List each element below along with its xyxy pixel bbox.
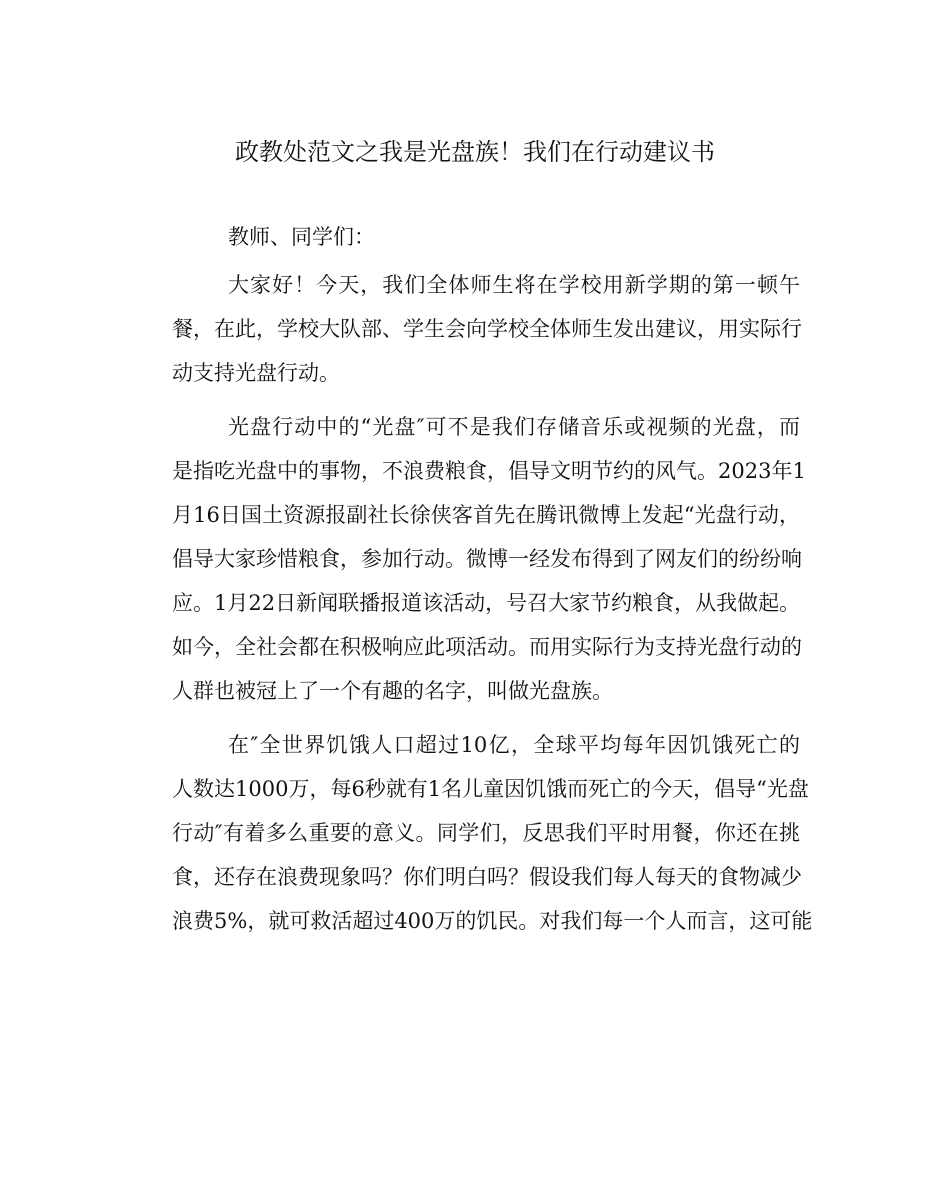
- paragraph-line: 行动″有着多么重要的意义。同学们，反思我们平时用餐，你还在挑: [172, 821, 800, 845]
- paragraph-line: 浪费5%，就可救活超过400万的饥民。对我们每一个人而言，这可能: [172, 909, 813, 933]
- document-title: 政教处范文之我是光盘族！我们在行动建议书: [235, 138, 715, 166]
- paragraph-line: 人数达1000万，每6秒就有1名儿童因饥饿而死亡的今天，倡导“光盘: [172, 777, 809, 801]
- paragraph-line: 人群也被冠上了一个有趣的名字，叫做光盘族。: [172, 679, 613, 703]
- paragraph-line: 应。1月22日新闻联播报道该活动，号召大家节约粮食，从我做起。: [172, 591, 801, 615]
- greeting: 教师、同学们：: [228, 225, 375, 249]
- paragraph-line: 餐，在此，学校大队部、学生会向学校全体师生发出建议，用实际行: [172, 317, 802, 341]
- paragraph-line: 是指吃光盘中的事物，不浪费粮食，倡导文明节约的风气。2023年1: [172, 459, 806, 483]
- paragraph-line: 月16日国土资源报副社长徐侠客首先在腾讯微博上发起“光盘行动，: [172, 503, 800, 527]
- paragraph-line: 倡导大家珍惜粮食，参加行动。微博一经发布得到了网友们的纷纷响: [172, 547, 802, 571]
- paragraph-line: 食，还存在浪费现象吗？你们明白吗？假设我们每人每天的食物减少: [172, 865, 802, 889]
- paragraph-line: 在″全世界饥饿人口超过10亿，全球平均每年因饥饿死亡的: [228, 733, 800, 757]
- paragraph-line: 如今，全社会都在积极响应此项活动。而用实际行为支持光盘行动的: [172, 635, 802, 659]
- paragraph-line: 动支持光盘行动。: [172, 361, 340, 385]
- paragraph-line: 光盘行动中的“光盘″可不是我们存储音乐或视频的光盘，而: [228, 415, 800, 439]
- paragraph-line: 大家好！今天，我们全体师生将在学校用新学期的第一顿午: [228, 273, 800, 297]
